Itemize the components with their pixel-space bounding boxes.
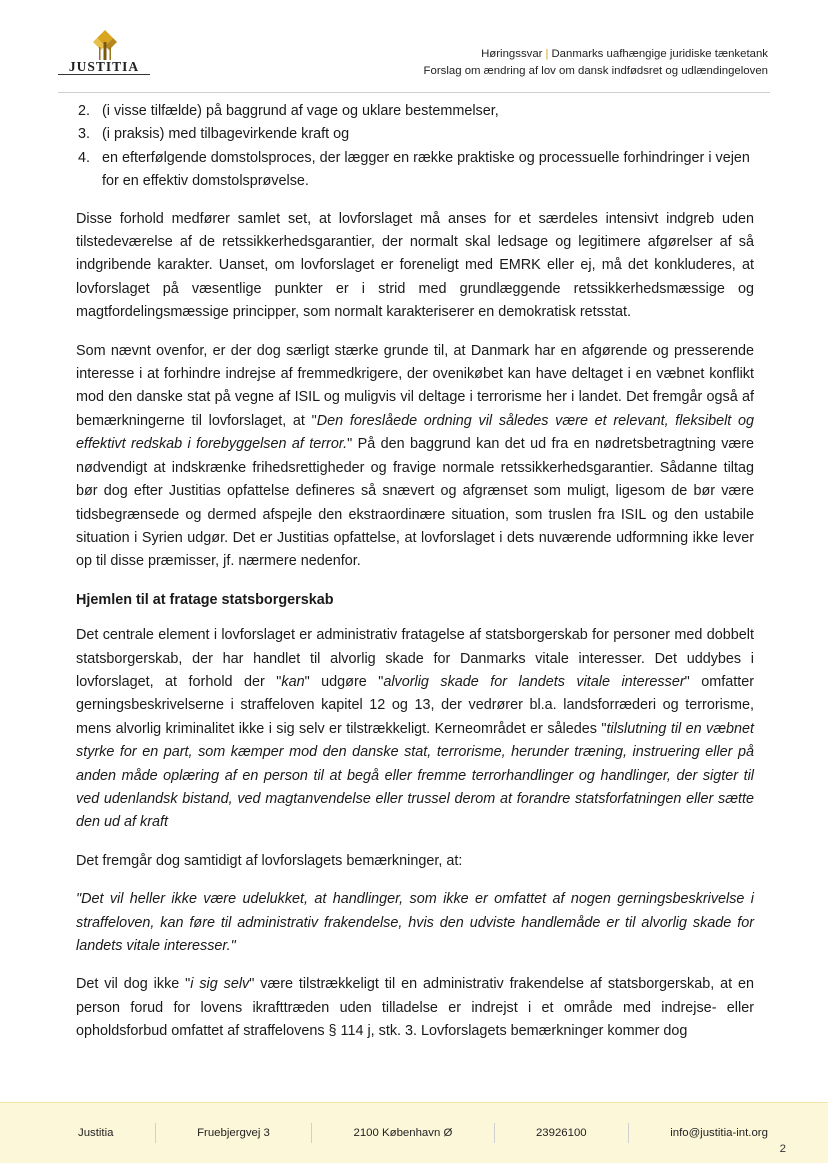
section-heading: Hjemlen til at fratage statsborgerskab [76,591,334,608]
header-separator: | [545,48,549,60]
para5-text-b: " være tilstrækkeligt til en administrativ frakendelse af statsborgerskab, at en person forud for lovens ikrafttræden uden tilladelse er indrejst i et område med indrejse- eller opholdsforbud omfattet af straffelovens § 114 j, stk. 3. Lovforslagets bemærkninger kommer dog [76,976,754,1040]
para5-text-a: Det vil dog ikke " [76,976,191,993]
para3-quote-3: tilslutning til en væbnet styrke for en part, som kæmper mod den danske stat, terrorisme, herunder træning, instruering eller på anden måde oplæring af en person til at begå eller fremme terrorhandlinger og handlinger, der sigter til ved udenlandsk bistand, ved magtanvendelse eller trussel derom at forandre statsforfatningen eller sætte den ud af kraft [76,720,754,831]
numbered-list [76,100,754,194]
para3-text-b: " udgøre " [304,673,384,690]
para2-quote: Den foreslåede ordning vil således være et relevant, fleksibelt og effektivt redskab i forebyggelsen af terror. [76,412,755,453]
list-text: (i praksis) med tilbagevirkende kraft og [102,126,350,143]
footer-phone: 23926100 [535,1127,587,1139]
para3-text-a: Det centrale element i lovforslaget er administrativ fratagelse af statsborgerskab for personer med dobbelt statsborgerskab, der har handlet til alvorlig skade for Danmarks vitale interesser. Det uddybes i lovforslaget, at forhold der " [76,627,754,690]
list-item [76,123,754,146]
list-item [76,147,754,194]
block-quote: "Det vil heller ikke være udelukket, at handlinger, som ikke er omfattet af nogen gerningsbeskrivelse i straffeloven, kan føre til administrativ frakendelse, hvis den udviste handlemåde er til alvorlig skade for landets vitale interesser." [76,891,754,954]
logo-wordmark: JUSTITIA [58,60,150,75]
footer-divider [494,1123,495,1143]
footer-divider [311,1123,312,1143]
footer-divider [155,1123,156,1143]
page-number: 2 [779,1143,786,1155]
document-body [76,100,754,1059]
justitia-logo [58,28,158,80]
para3-text-c: " omfatter gerningsbeskrivelserne i straffeloven kapitel 12 og 13, der vedrører bl.a. landsforræderi og terrorisme, mens alvorlig kriminalitet ikke i sig selv er tilstrækkeligt. Kerneområdet er således " [76,673,754,737]
para3-quote-1: kan [281,673,305,690]
list-item [76,100,754,123]
header-line-2: Forslag om ændring af lov om dansk indfødsret og udlændingeloven [423,65,768,77]
para5-quote: i sig selv [190,976,250,993]
para2-text-b: " På den baggrund kan det ud fra en nødretsbetragtning være nødvendigt at indskrænke frihedsrettigheder og fravige normale retssikkerhedsgarantier. Sådanne tiltag bør dog efter Justitias opfattelse defineres så snævert og afgrænset som muligt, ligesom de bør være tidsbegrænsede og dermed afspejle den ekstraordinære situation, som truslen fra ISIL og den ustabile situation i Syrien udgør. Det er Justitias opfattelse, at lovforslaget i dets nuværende udformning ikke lever op til disse præmisser, jf. nærmere nedenfor. [76,436,754,570]
header-title-block [424,46,768,80]
footer-city: 2100 København Ø [353,1127,453,1139]
para2-text-a: Som nævnt ovenfor, er der dog særligt stærke grunde til, at Danmark har en afgørende og presserende interesse i at forhindre indrejse af fremmedkrigere, der ovenikøbet kan have deltaget i en væbnet konflikt mod den danske stat på vegne af ISIL og muligvis vil deltage i terrorisme her i landet. Det fremgår også af bemærkningerne til lovforslaget, at " [76,342,754,429]
header-line-1 [424,46,768,63]
footer-divider [628,1123,629,1143]
list-number: 3. [78,126,91,143]
list-number: 4. [78,149,91,166]
header-org-tagline: Danmarks uafhængige juridiske tænketank [551,48,768,60]
paragraph-central-element [76,624,754,835]
paragraph-remarks-intro: Det fremgår dog samtidigt af lovforslagets bemærkninger, at: [76,852,463,869]
footer-email-link[interactable]: info@justitia-int.org [670,1127,768,1139]
header-doc-type: Høringssvar [481,48,543,60]
list-text: (i visse tilfælde) på baggrund af vage og uklare bestemmelser, [102,103,499,119]
page-header [0,0,828,95]
paragraph-necessity [76,340,754,574]
list-text: en efterfølgende domstolsproces, der lægger en række praktiske og processuelle forhindringer i vejen for en effektiv domstolsprøvelse. [102,149,750,190]
footer-org-name: Justitia [78,1127,114,1139]
lighthouse-logo-icon [88,28,122,62]
list-number: 2. [78,103,91,119]
footer-contact-row [78,1123,768,1143]
footer-street: Fruebjergvej 3 [197,1127,270,1139]
paragraph-travel-ban [76,973,754,1043]
para3-quote-2: alvorlig skade for landets vitale interesser [383,673,685,690]
page-footer [0,1102,828,1163]
paragraph-conclusion: Disse forhold medfører samlet set, at lovforslaget må anses for et særdeles intensivt indgreb uden tilstedeværelse af de retssikkerhedsgarantier, der normalt skal ledsage og legitimere afgørelser af så indgribende karakter. Uanset, om lovforslaget er foreneligt med EMRK eller ej, må det konkluderes, at lovforslaget på væsentlige punkter er i strid med grundlæggende retssikkerhedsmæssige og magtfordelingsmæssige principper, som normalt karakteriserer en demokratisk retsstat. [76,210,754,321]
header-divider [58,92,770,93]
